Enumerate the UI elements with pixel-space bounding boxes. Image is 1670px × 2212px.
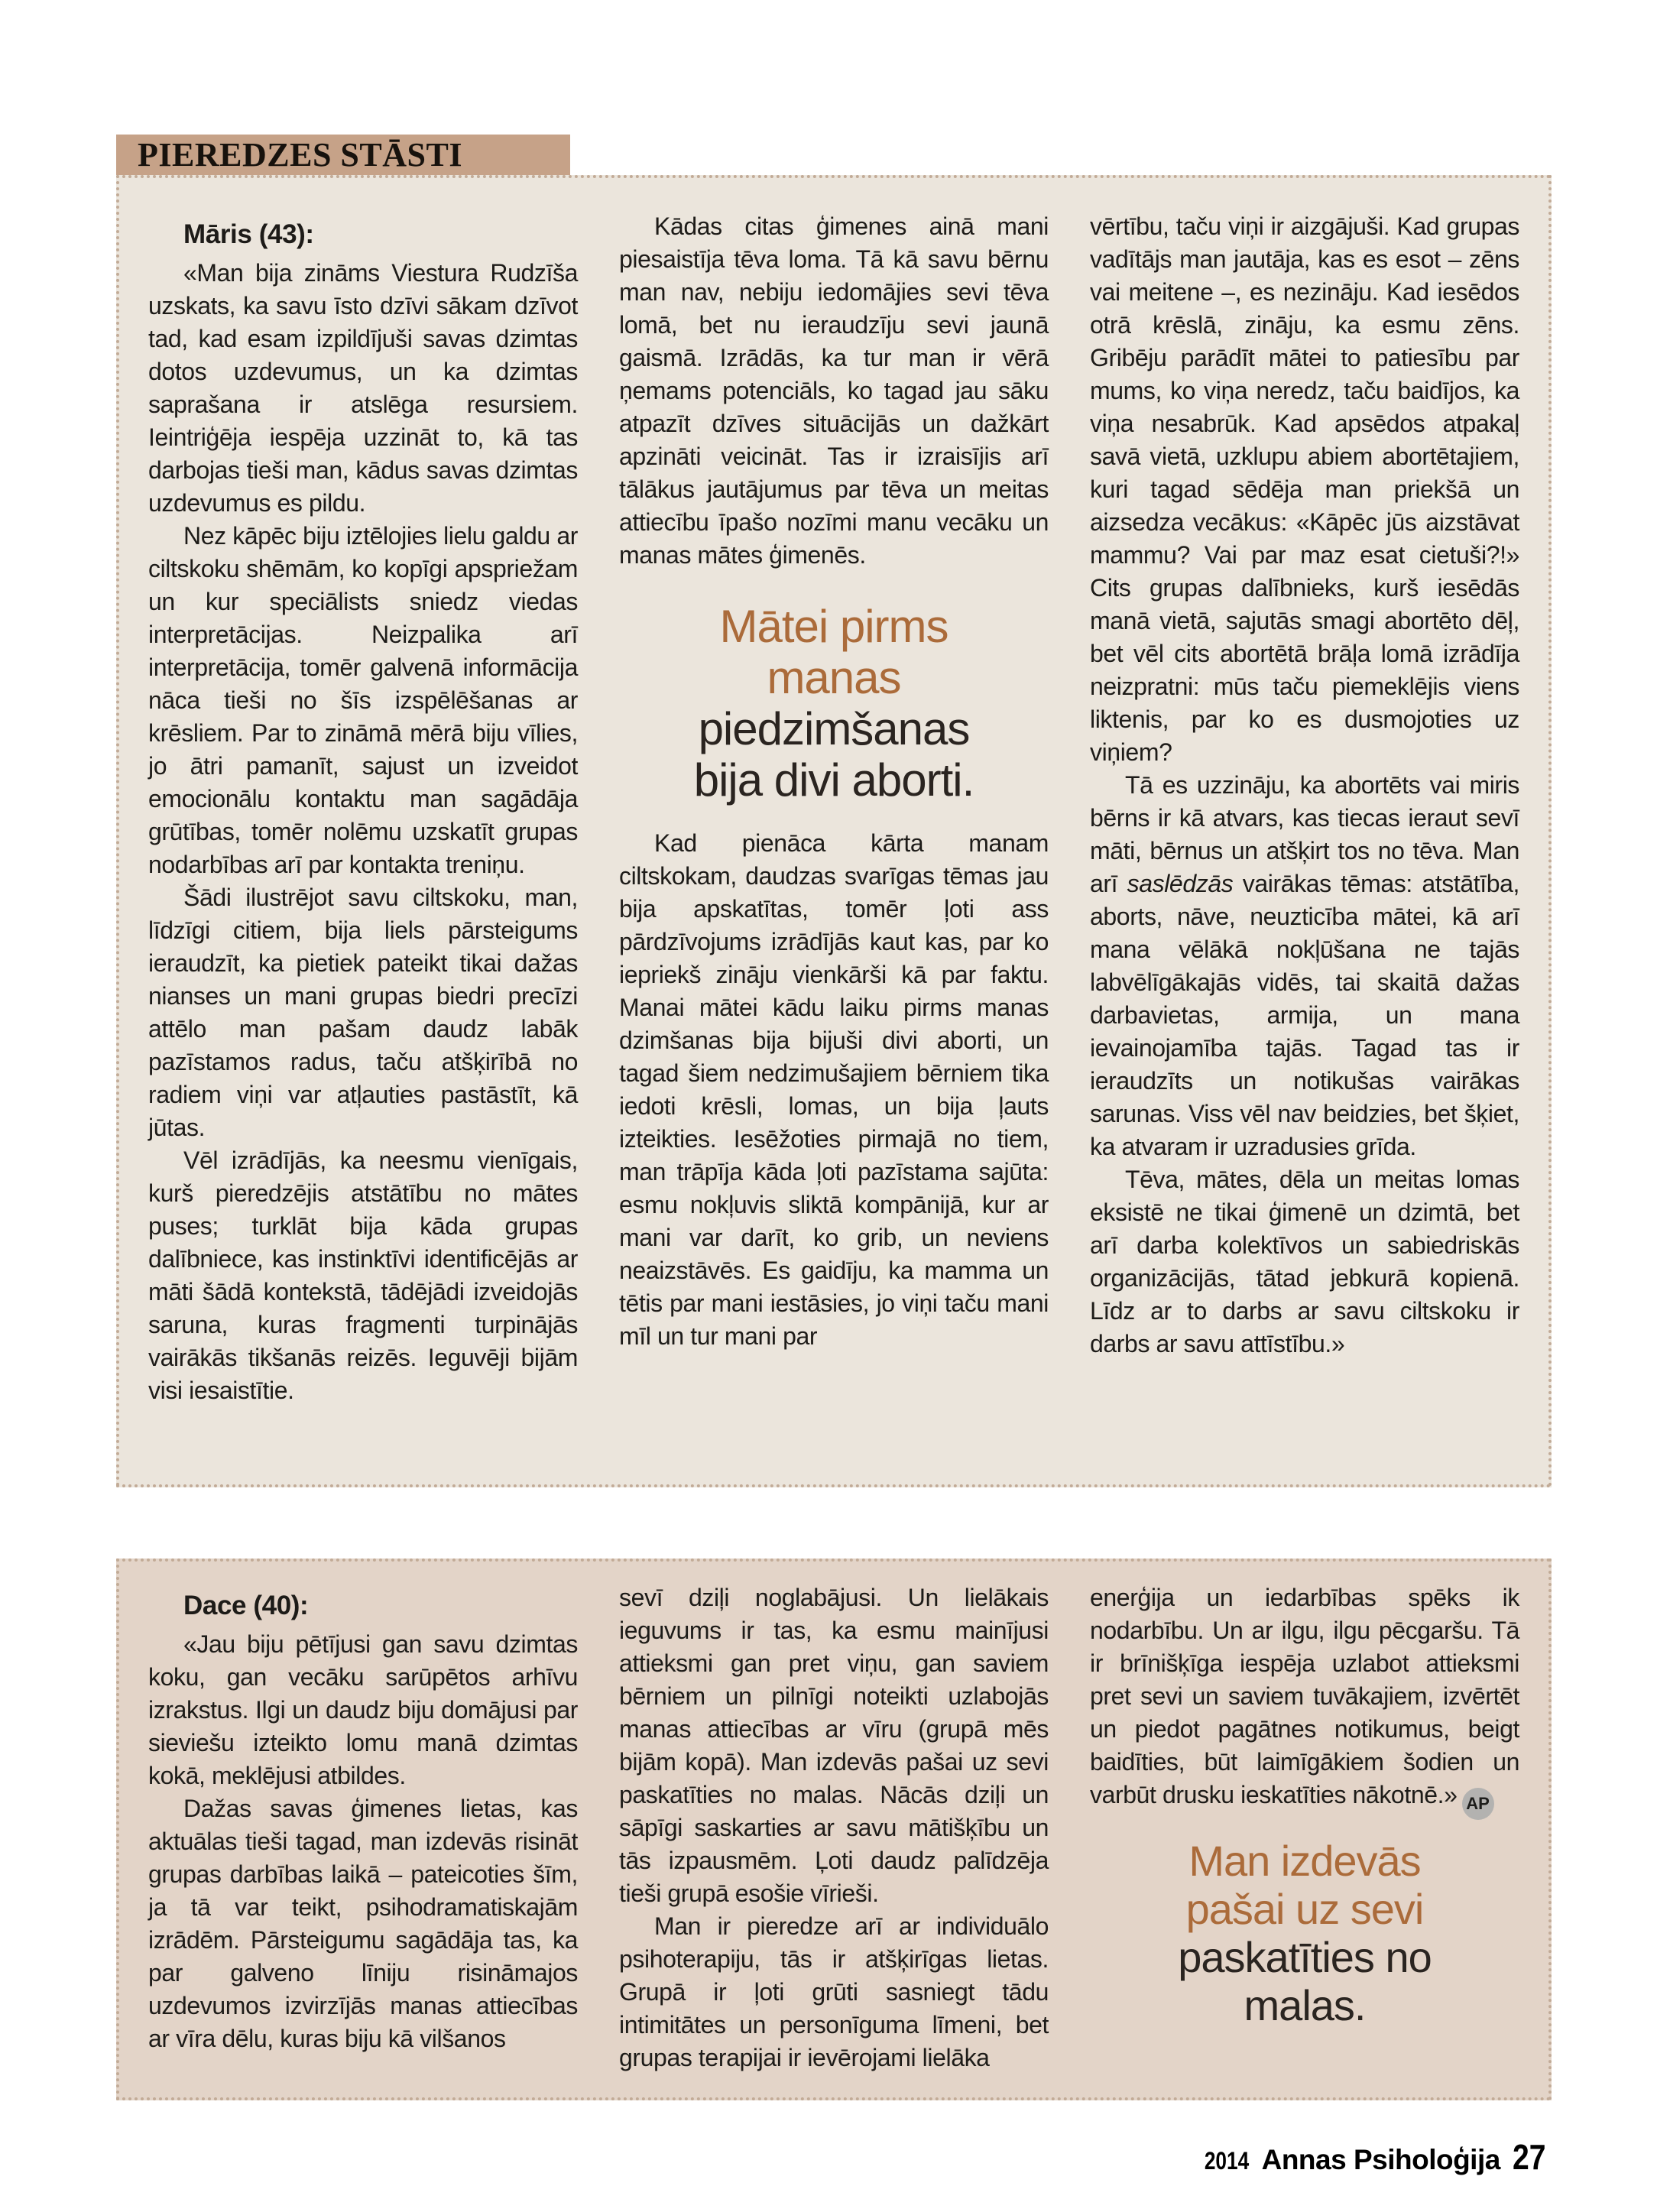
ap-logo-badge: AP [1462,1788,1494,1820]
paragraph: Kad pienāca kārta manam ciltskokam, daudzas svarīgas tēmas jau bija apskatītas, tomēr ļoti ass pārdzīvojums izrādījās kaut kas, par ko iepriekš zināju vienkārši kā par faktu. Manai mātei kādu laiku pirms manas dzimšanas bija bijuši divi aborti, un tagad šiem nedzimušajiem bērniem tika iedoti krēsli, lomas, un bija ļauts izteikties. Iesēžoties pirmajā no tiem, man trāpīja kāda ļoti pazīstama sajūta: esmu nokļuvis sliktā kompānijā, kur ar mani var darīt, ko grib, un neviens neaizstāvēs. Es gaidīju, ka mamma un tētis par mani iestāsies, jo viņi taču mani mīl un tur mani par [619,829,1049,1350]
paragraph: Šādi ilustrējot savu ciltskoku, man, līdzīgi citiem, bija liels pārsteigums ieraudzīt, ka pietiek pateikt tikai dažas nianses un mani grupas biedri precīzi attēlo man pašam daudz labāk pazīstamos radus, taču atšķirībā no radiem viņi var atļauties pastāstīt, kā jūtas. [148,884,578,1141]
maris-column-1 [148,210,578,1461]
paragraph: «Man bija zināms Viestura Rudzīša uzskats, ka savu īsto dzīvi sākam dzīvot tad, kad esam izpildījuši savas dzimtas dotos uzdevumus, un ka dzimtas saprašana ir atslēga resursiem. Ieintriģēja iespēja uzzināt to, kā tas darbojas tieši man, kādus savas dzimtas uzdevumus es pildu. [148,259,578,517]
pull-quote-line: bija divi aborti. [693,754,974,806]
section-header-band [116,135,570,175]
paragraph: Kādas citas ģimenes ainā mani piesaistīja tēva loma. Tā kā savu bērnu man nav, nebiju iedomājies sevi tēva lomā, bet nu ieraudzīju sevi jaunā gaismā. Izrādās, ka tur man ir vērā ņemams potenciāls, ko tagad jau sāku atpazīt dzīves situācijās un dažkārt apzināti veicināt. Tas ir izraisījis arī tālākus jautājumus par tēva un meitas attiecību īpašo nozīmi manu vecāku un manas mātes ģimenēs. [619,212,1049,569]
dace-column-2 [619,1581,1049,2082]
footer-magazine-title: Annas Psiholoģija [1261,2144,1500,2175]
paragraph: Tēva, mātes, dēla un meitas lomas eksistē ne tikai ģimenē un dzimtā, bet arī darba kolektīvos un sabiedriskās organizācijās, tātad jebkurā kopienā. Līdz ar to darbs ar savu ciltskoku ir darbs ar savu attīstību.» [1090,1166,1519,1357]
section-title: PIEREDZES STĀSTI [138,136,462,174]
page-footer [1195,2136,1552,2178]
paragraph-text: enerģija un iedarbības spēks ik nodarbību. Un ar ilgu, ilgu pēcgaršu. Tā ir brīnišķīga iespēja uzlabot attieksmi pret sevi un saviem tuvākajiem, izvērtēt un piedot pagātnes notikumus, beigt baidīties, būt laimīgākiem šodien un varbūt drusku ieskatīties nākotnē.» [1090,1584,1519,1808]
pull-quote-line: malas. [1244,1981,1366,2029]
pull-quote-line: pašai uz sevi [1185,1885,1424,1933]
storyteller-name: Dace (40): [183,1591,309,1620]
pull-quote-line: paskatīties no [1178,1933,1432,1981]
story-maris [116,175,1552,1487]
paragraph: vērtību, taču viņi ir aizgājuši. Kad grupas vadītājs man jautāja, kas es esot – zēns vai meitene –, es nezināju. Kad iesēdos otrā krēslā, zināju, ka esmu zēns. Gribēju parādīt mātei to patiesību par mums, ko viņa neredz, taču baidījos, ka viņa nesabrūk. Kad apsēdos atpakaļ savā vietā, uzklupu abiem abortētajiem, kuri tagad sēdēja man priekšā un aizsedza vecākus: «Kāpēc jūs aizstāvat mammu? Vai par maz esat cietuši?!» Cits grupas dalībnieks, kurš iesēdās manā vietā, sajutās smagi abortēto dēļ, bet vēl cits abortētā brāļa lomā izrādīja neizpratni: mūs taču piemeklējis viens liktenis, par ko es dusmojoties uz viņiem? [1090,212,1519,766]
footer-year: 2014 [1205,2147,1250,2175]
dace-column-3 [1090,1581,1519,2082]
pull-quote-line: Mātei pirms [719,601,948,652]
paragraph: sevī dziļi noglabājusi. Un lielākais ieguvums ir tas, ka esmu mainījusi attieksmi gan pret viņu, gan saviem bērniem un pilnīgi noteikti uzlabojās manas attiecības ar vīru (grupā mēs bijām kopā). Man izdevās pašai uz sevi paskatīties no malas. Nācās dziļi un sāpīgi saskarties ar savu mātišķību un tās izpausmēm. Ļoti daudz palīdzēja tieši grupā esošie vīrieši. [619,1584,1049,1907]
dace-column-1 [148,1581,578,2082]
pull-quote-maris [619,601,1049,806]
footer-page-number: 27 [1512,2137,1546,2177]
paragraph: Dažas savas ģimenes lietas, kas aktuālas tieši tagad, man izdevās risināt grupas darbības laikā – pateicoties šīm, ja tā var teikt, psihodramatiskajām izrādēm. Pārsteigumu sagādāja tas, ka par galveno līniju risināmajos uzdevumos izvirzījās manas attiecības ar vīra dēlu, kuras biju kā vilšanos [148,1795,578,2052]
storyteller-name: Māris (43): [183,219,314,249]
paragraph-text: Tā es uzzināju, ka abortēts vai miris bērns ir kā atvars, kas tiecas ieraut sevī māti, bērnus un atšķirt tos no tēva. Man arī [1090,771,1519,897]
paragraph: Man ir pieredze arī ar individuālo psihoterapiju, tās ir atšķirīgas lietas. Grupā ir ļoti grūti sasniegt tādu intimitātes un personīguma līmeni, bet grupas terapijai ir ievērojami lielāka [619,1912,1049,2071]
maris-column-2 [619,210,1049,1461]
paragraph: «Jau biju pētījusi gan savu dzimtas koku, gan vecāku sarūpētos arhīvu izrakstus. Ilgi un daudz biju domājusi par sieviešu izteikto lomu manā dzimtas kokā, meklējusi atbildes. [148,1630,578,1789]
story-dace [116,1558,1552,2100]
paragraph: Nez kāpēc biju iztēlojies lielu galdu ar ciltskoku shēmām, ko kopīgi apspriežam un kur speciālists sniedz viedas interpretācijas. Neizpalika arī interpretācija, tomēr galvenā informācija nāca tieši no šīs izspēlēšanas ar krēsliem. Par to zināmā mērā biju vīlies, jo ātri pamanīt, sajust un izveidot emocionālu kontaktu man sagādāja grūtības, tomēr nolēmu uzskatīt grupas nodarbības arī par kontakta treniņu. [148,522,578,878]
pull-quote-dace [1090,1837,1519,2029]
paragraph [1090,1581,1519,1820]
pull-quote-line: manas [767,652,901,703]
paragraph: Vēl izrādījās, ka neesmu vienīgais, kurš pieredzējis atstātību no mātes puses; turklāt bija kāda grupas dalībniece, kas instinktīvi identificējās ar māti šādā kontekstā, tādējādi izveidojās saruna, kuras fragmenti turpinājās vairākās tikšanās reizēs. Ieguvēji bijām visi iesaistītie. [148,1147,578,1404]
pull-quote-line: piedzimšanas [698,703,970,754]
maris-column-3 [1090,210,1519,1461]
paragraph [1090,769,1519,1163]
paragraph-text: vairākas tēmas: atstātība, aborts, nāve, neuzticība mātei, kā arī mana vēlākā nokļūšana ne tajās labvēlīgākajās vidēs, tai skaitā dažas darbavietas, armija, un mana ievainojamība tajās. Tagad tas ir ieraudzīts un notikušas vairākas sarunas. Viss vēl nav beidzies, bet šķiet, ka atvaram ir uzradusies grīda. [1090,870,1519,1160]
emphasized-word: saslēdzās [1127,870,1234,897]
pull-quote-line: Man izdevās [1188,1837,1421,1885]
